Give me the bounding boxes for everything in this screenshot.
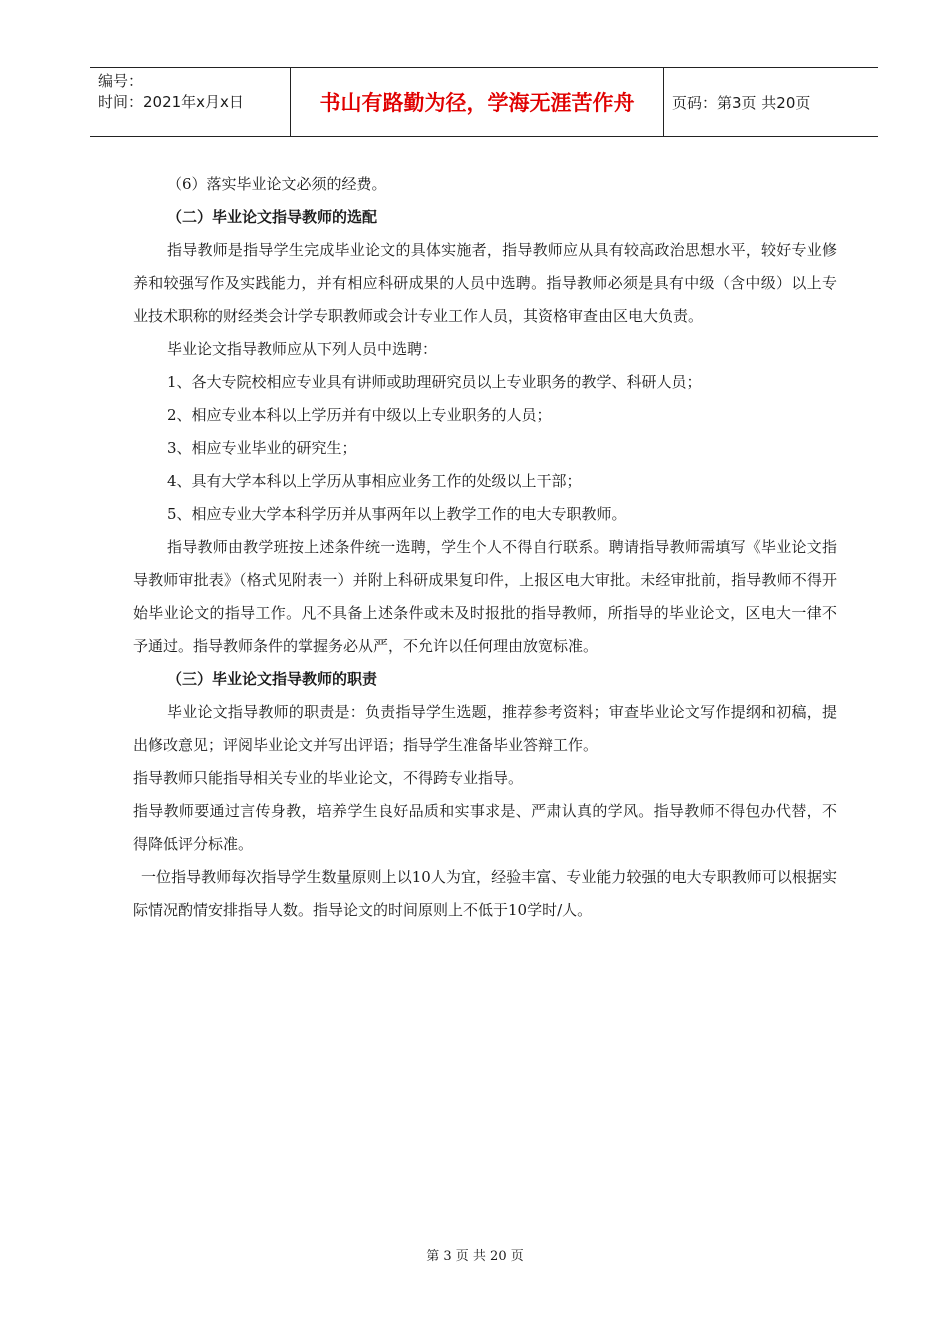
paragraph-funding: （6）落实毕业论文必须的经费。 bbox=[167, 175, 387, 193]
section-heading-selection: （二）毕业论文指导教师的选配 bbox=[167, 208, 378, 226]
paragraph-duties: 毕业论文指导教师的职责是：负责指导学生选题，推荐参考资料；审查毕业论文写作提纲和初稿，提出修改意见；评阅毕业论文并写出评语；指导学生准备毕业答辩工作。 bbox=[133, 703, 837, 754]
document-number: 编号： bbox=[98, 72, 144, 90]
page-header bbox=[90, 67, 878, 137]
list-item: 5、相应专业大学本科学历并从事两年以上教学工作的电大专职教师。 bbox=[167, 505, 627, 523]
list-item: 3、相应专业毕业的研究生； bbox=[167, 439, 357, 457]
section-heading-duties: （三）毕业论文指导教师的职责 bbox=[167, 670, 378, 688]
paragraph-advisor-qualification: 指导教师是指导学生完成毕业论文的具体实施者，指导教师应从具有较高政治思想水平，较好专业修养和较强写作及实践能力，并有相应科研成果的人员中选聘。指导教师必须是具有中级（含中级）以上专业技术职称的财经类会计学专职教师或会计专业工作人员，其资格审查由区电大负责。 bbox=[133, 241, 837, 325]
paragraph-approval: 指导教师由教学班按上述条件统一选聘，学生个人不得自行联系。聘请指导教师需填写《毕业论文指导教师审批表》（格式见附表一）并附上科研成果复印件，上报区电大审批。未经审批前，指导教师不得开始毕业论文的指导工作。凡不具备上述条件或未及时报批的指导教师，所指导的毕业论文，区电大一律不予通过。指导教师条件的掌握务必从严，不允许以任何理由放宽标准。 bbox=[133, 538, 837, 655]
list-item: 1、各大专院校相应专业具有讲师或助理研究员以上专业职务的教学、科研人员； bbox=[167, 373, 702, 391]
paragraph-same-major: 指导教师只能指导相关专业的毕业论文，不得跨专业指导。 bbox=[133, 769, 524, 787]
paragraph-conduct: 指导教师要通过言传身教，培养学生良好品质和实事求是、严肃认真的学风。指导教师不得包办代替，不得降低评分标准。 bbox=[133, 802, 837, 853]
list-item: 4、具有大学本科以上学历从事相应业务工作的处级以上干部； bbox=[167, 472, 582, 490]
header-meta bbox=[90, 68, 290, 136]
paragraph-selection-intro: 毕业论文指导教师应从下列人员中选聘： bbox=[167, 340, 438, 358]
header-page-number: 页码：第3页 共20页 bbox=[672, 93, 811, 112]
paragraph-student-count: 一位指导教师每次指导学生数量原则上以10人为宜，经验丰富、专业能力较强的电大专职教师可以根据实际情况酌情安排指导人数。指导论文的时间原则上不低于10学时/人。 bbox=[133, 868, 837, 919]
page-footer: 第 3 页 共 20 页 bbox=[426, 1249, 524, 1264]
document-time: 时间：2021年x月x日 bbox=[98, 93, 244, 111]
header-motto: 书山有路勤为径，学海无涯苦作舟 bbox=[290, 68, 664, 136]
document-body bbox=[133, 168, 837, 927]
list-item: 2、相应专业本科以上学历并有中级以上专业职务的人员； bbox=[167, 406, 552, 424]
